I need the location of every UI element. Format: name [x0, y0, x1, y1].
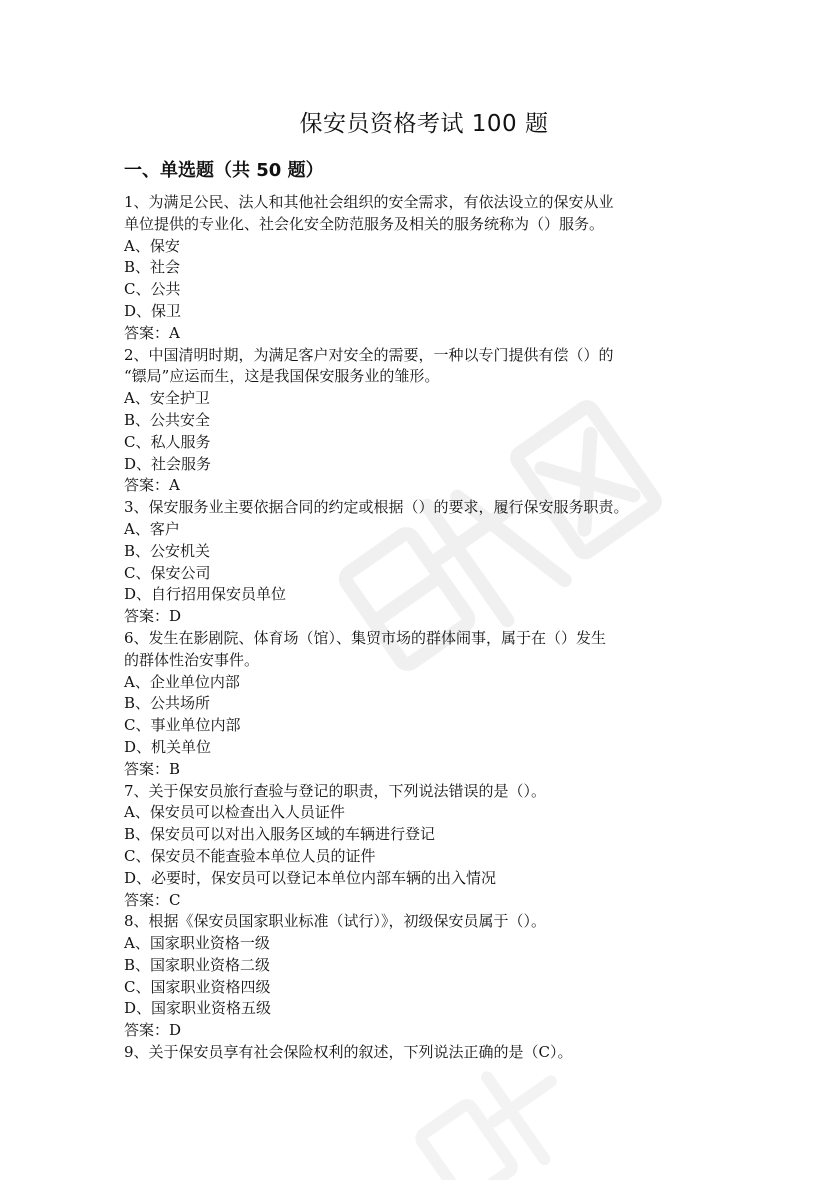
- option-c: C、私人服务: [124, 432, 211, 451]
- option-b: B、社会: [124, 258, 181, 277]
- option-a: A、客户: [124, 519, 180, 538]
- question-stem: “镖局”应运而生，这是我国保安服务业的雏形。: [124, 367, 440, 386]
- answer: 答案：B: [124, 759, 181, 778]
- option-c: C、保安公司: [124, 563, 211, 582]
- option-d: D、机关单位: [124, 737, 212, 756]
- document-title: 保安员资格考试 100 题: [299, 111, 549, 137]
- document-page: [124, 106, 724, 1064]
- option-d: D、保卫: [124, 301, 182, 320]
- option-c: C、事业单位内部: [124, 716, 241, 735]
- question-3: [124, 497, 724, 628]
- question-stem: 3、保安服务业主要依据合同的约定或根据（）的要求，履行保安服务职责。: [124, 498, 629, 517]
- option-a: A、企业单位内部: [124, 672, 240, 691]
- option-a: A、保安: [124, 236, 180, 255]
- question-stem: 的群体性治安事件。: [124, 650, 260, 669]
- question-7: [124, 781, 724, 912]
- option-b: B、公共场所: [124, 694, 211, 713]
- question-stem: 2、中国清明时期，为满足客户对安全的需要，一种以专门提供有偿（）的: [124, 345, 614, 364]
- question-stem: 单位提供的专业化、社会化安全防范服务及相关的服务统称为（）服务。: [124, 214, 605, 233]
- option-b: B、国家职业资格二级: [124, 955, 271, 974]
- answer: 答案：A: [124, 476, 180, 495]
- question-stem: 6、发生在影剧院、体育场（馆）、集贸市场的群体闹事，属于在（）发生: [124, 628, 607, 647]
- option-c: C、国家职业资格四级: [124, 977, 271, 996]
- option-a: A、国家职业资格一级: [124, 934, 270, 953]
- option-d: D、必要时，保安员可以登记本单位内部车辆的出入情况: [124, 868, 497, 887]
- question-8: [124, 911, 724, 1042]
- option-d: D、国家职业资格五级: [124, 999, 272, 1018]
- answer: 答案：A: [124, 323, 180, 342]
- question-stem: 9、关于保安员享有社会保险权利的叙述，下列说法正确的是（C）。: [124, 1043, 573, 1062]
- question-6: [124, 628, 724, 781]
- question-stem: 1、为满足公民、法人和其他社会组织的安全需求，有依法设立的保安从业: [124, 193, 614, 211]
- answer: 答案：D: [124, 607, 182, 626]
- option-b: B、公安机关: [124, 541, 211, 560]
- question-stem: 8、根据《保安员国家职业标准（试行）》，初级保安员属于（）。: [124, 912, 547, 931]
- option-c: C、公共: [124, 280, 181, 299]
- option-a: A、安全护卫: [124, 389, 210, 408]
- option-d: D、社会服务: [124, 454, 212, 473]
- option-c: C、保安员不能查验本单位人员的证件: [124, 846, 376, 865]
- question-2: [124, 345, 724, 498]
- question-stem: 7、关于保安员旅行查验与登记的职责，下列说法错误的是（）。: [124, 781, 547, 800]
- option-d: D、自行招用保安员单位: [124, 585, 287, 604]
- option-b: B、公共安全: [124, 410, 211, 429]
- answer: 答案：D: [124, 1021, 182, 1040]
- answer: 答案：C: [124, 890, 181, 909]
- option-a: A、保安员可以检查出入人员证件: [124, 803, 345, 822]
- section-heading: 一、单选题（共 50 题）: [124, 160, 324, 181]
- question-9: [124, 1042, 724, 1064]
- question-1: [124, 192, 724, 345]
- option-b: B、保安员可以对出入服务区域的车辆进行登记: [124, 825, 436, 844]
